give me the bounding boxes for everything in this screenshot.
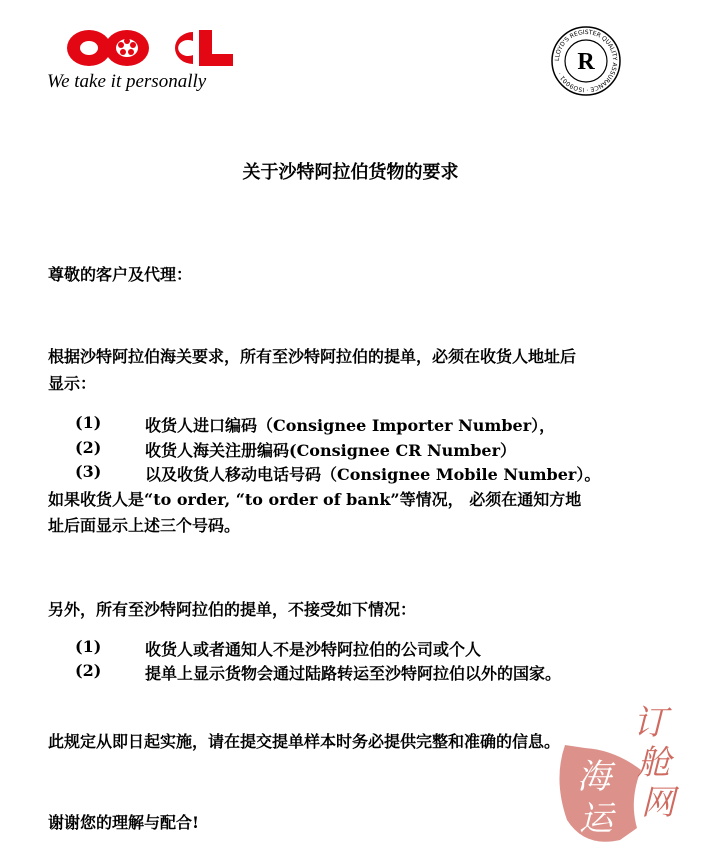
paragraph-1-line-1: 根据沙特阿拉伯海关要求，所有至沙特阿拉伯的提单，必须在收货人地址后 [48,347,577,366]
list-2-number: (1) [75,637,102,656]
list-1-item: 以及收货人移动电话号码（Consignee Mobile Number）。 [145,465,601,484]
svg-text:运: 运 [579,799,613,839]
list-1-item: 收货人海关注册编码(Consignee CR Number） [145,441,517,460]
list-1-number: (2) [75,438,102,457]
oocl-wordmark-icon [65,24,250,72]
seal-letter: R [577,49,595,75]
tagline: We take it personally [47,71,207,92]
paragraph-2-line-2: 址后面显示上述三个号码。 [48,516,241,535]
svg-text:海: 海 [577,757,611,797]
paragraph-1-line-2: 显示： [48,374,97,393]
watermark-stamp-icon [545,690,687,852]
svg-text:舱: 舱 [637,743,671,783]
list-1-number: (3) [75,462,102,481]
svg-text:网: 网 [641,783,675,823]
list-2-number: (2) [75,661,102,680]
paragraph-4: 此规定从即日起实施，请在提交提单样本时务必提供完整和准确的信息。 [48,732,561,751]
oocl-logo [47,18,247,98]
list-2-item: 收货人或者通知人不是沙特阿拉伯的公司或个人 [145,640,482,659]
salutation: 尊敬的客户及代理： [48,265,193,284]
list-1-number: (1) [75,413,102,432]
svg-text:订: 订 [633,703,667,743]
list-2-item: 提单上显示货物会通过陆路转运至沙特阿拉伯以外的国家。 [145,664,562,683]
seal-ring-text: LLOYD'S REGISTER QUALITY ASSURANCE · ISO9001 · [553,28,619,94]
paragraph-2-line-1: 如果收货人是“to order, “to order of bank”等情况， 必须在通知方地 [48,490,582,509]
lloyds-register-seal-icon [550,22,622,100]
closing: 谢谢您的理解与配合! [48,813,200,832]
paragraph-3: 另外，所有至沙特阿拉伯的提单，不接受如下情况： [48,600,417,619]
document-title: 关于沙特阿拉伯货物的要求 [242,162,459,183]
list-1-item: 收货人进口编码（Consignee Importer Number）， [145,416,556,435]
